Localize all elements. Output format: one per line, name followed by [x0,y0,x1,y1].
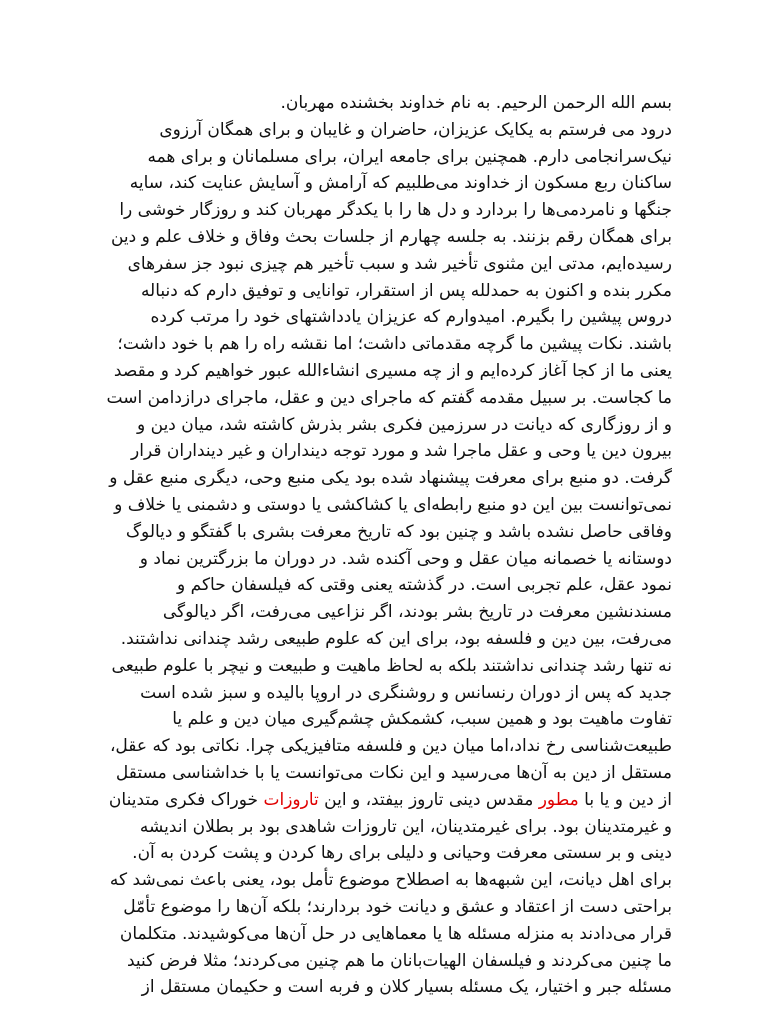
text-line: رسیده‌ایم، مدتی این مثنوی تأخیر شد و سبب تأخیر هم چیزی نبود جز سفرهای [127,253,672,274]
text-line: بسم الله الرحمن الرحیم. به نام خداوند بخشنده مهربان. [280,93,672,113]
text-line: برای همگان رقم بزنند. به جلسه چهارم از جلسات بحث وفاق و خلاف علم و دین [110,226,672,247]
text-line: نمود عقل، علم تجربی است. در گذشته یعنی وقتی که فیلسفان حاکم و [177,575,672,596]
document-body [92,90,672,1001]
highlighted-word: تاروزات [263,789,319,810]
text-line: براحتی دست از اعتقاد و عشق و دیانت خود بردارند؛ بلکه آن‌ها را موضوع تأمّل [123,896,672,917]
text-line: ساکنان ربع مسکون از خداوند می‌طلبیم که آرامش و آسایش عنایت کند، سایه [129,173,672,194]
text-line: و غیرمتدینان بود. برای غیرمتدینان، این تاروزات شاهدی بود بر بطلان اندیشه [139,816,672,837]
text-line: مستقل از دین به آن‌ها می‌رسید و این نکات می‌توانست یا با خداشناسی مستقل [115,762,672,783]
text-line: دینی و بر سستی معرفت وحیانی و دلیلی برای رها کردن و پشت کردن به آن. [132,843,672,864]
text-line: یعنی ما از کجا آغاز کرده‌ایم و از چه مسیری انشاءالله عبور خواهیم کرد و مقصد [113,360,672,381]
text-line: ما کجاست. بر سبیل مقدمه گفتم که ماجرای دین و عقل، ماجرای درازدامن است [106,387,672,408]
text-line: تفاوت ماهیت بود و همین سبب، کشمکش چشم‌گیری میان دین و علم یا [172,709,672,730]
text-line: باشند. نکات پیشین ما گرچه مقدماتی داشت؛ اما نقشه راه را هم با خود داشت؛ [117,334,672,355]
text-line: نمی‌توانست بین این دو منبع رابطه‌ای یا کشاکشی یا دوستی و دشمنی یا خلاف و [114,494,672,515]
text-line: درود می فرستم به یکایک عزیزان، حاضران و غایبان و برای همگان آرزوی [159,119,672,140]
text-line: قرار می‌دادند به منزله مسئله ها یا معماهایی در حل آن‌ها می‌کوشیدند. متکلمان [119,923,672,944]
text-line: برای اهل دیانت، این شبهه‌ها به اصطلاح موضوع تأمل بود، یعنی باعث نمی‌شد که [109,870,672,891]
text-line: جدید که پس از دوران رنسانس و روشنگری در اروپا بالیده و سبز شده است [140,682,672,703]
text-segment: مقدس دینی تاروز بیفتد، و این [318,789,539,810]
text-line-highlighted [92,787,672,814]
text-line: بیرون دین یا وحی و عقل ماجرا شد و مورد توجه دینداران و غیر دینداران قرار [131,441,672,462]
text-line: نه تنها رشد چندانی نداشتند بلکه به لحاظ ماهیت و طبیعت و نیچر با علوم طبیعی [111,655,672,676]
text-segment: از دین و یا با [578,789,672,810]
text-line: دوستانه یا خصمانه میان عقل و وحی آکنده شد. در دوران ما بزرگترین نماد و [139,548,672,569]
text-line: وفاقی حاصل نشده باشد و چنین بود که تاریخ معرفت بشری با گفتگو و دیالوگ [125,521,672,542]
text-segment: خوراک فکری متدینان [108,789,264,810]
text-line: و از روزگاری که دیانت در سرزمین فکری بشر بذرش کاشته شد، میان دین و [137,414,672,435]
text-line: طبیعت‌شناسی رخ نداد،اما میان دین و فلسفه متافیزیکی چرا. نکاتی بود که عقل، [109,736,672,757]
text-line: ما چنین می‌کردند و فیلسفان الهیات‌بانان ما هم چنین می‌کردند؛ مثلا فرض کنید [126,950,672,971]
text-line: مسندنشین معرفت در تاریخ بشر بودند، اگر نزاعیی می‌رفت، اگر دیالوگی [162,602,672,623]
text-line: مسئله جبر و اختیار، یک مسئله بسیار کلان و فربه است و حکیمان مستقل از [141,977,672,998]
text-line: جنگها و نامردمی‌ها را بردارد و دل ها را با یکدگر مهربان کند و روزگار خوشی را [119,200,672,221]
text-line: گرفت. دو منبع برای معرفت پیشنهاد شده بود یکی منبع وحی، دیگری منبع عقل و [109,468,672,489]
highlighted-word: مطور [538,789,579,810]
text-line: می‌رفت، بین دین و فلسفه بود، برای این که علوم طبیعی رشد چندانی نداشتند. [120,628,672,649]
text-line: دروس پیشین را بگیرم. امیدوارم که عزیزان یادداشتهای خود را مرتب کرده [150,307,672,328]
text-line: نیک‌سرانجامی دارم. همچنین برای جامعه ایران، برای مسلمانان و برای همه [147,146,672,167]
text-line: مکرر بنده و اکنون به حمدلله پس از استقرار، توانایی و توفیق دارم که دنباله [140,280,672,301]
